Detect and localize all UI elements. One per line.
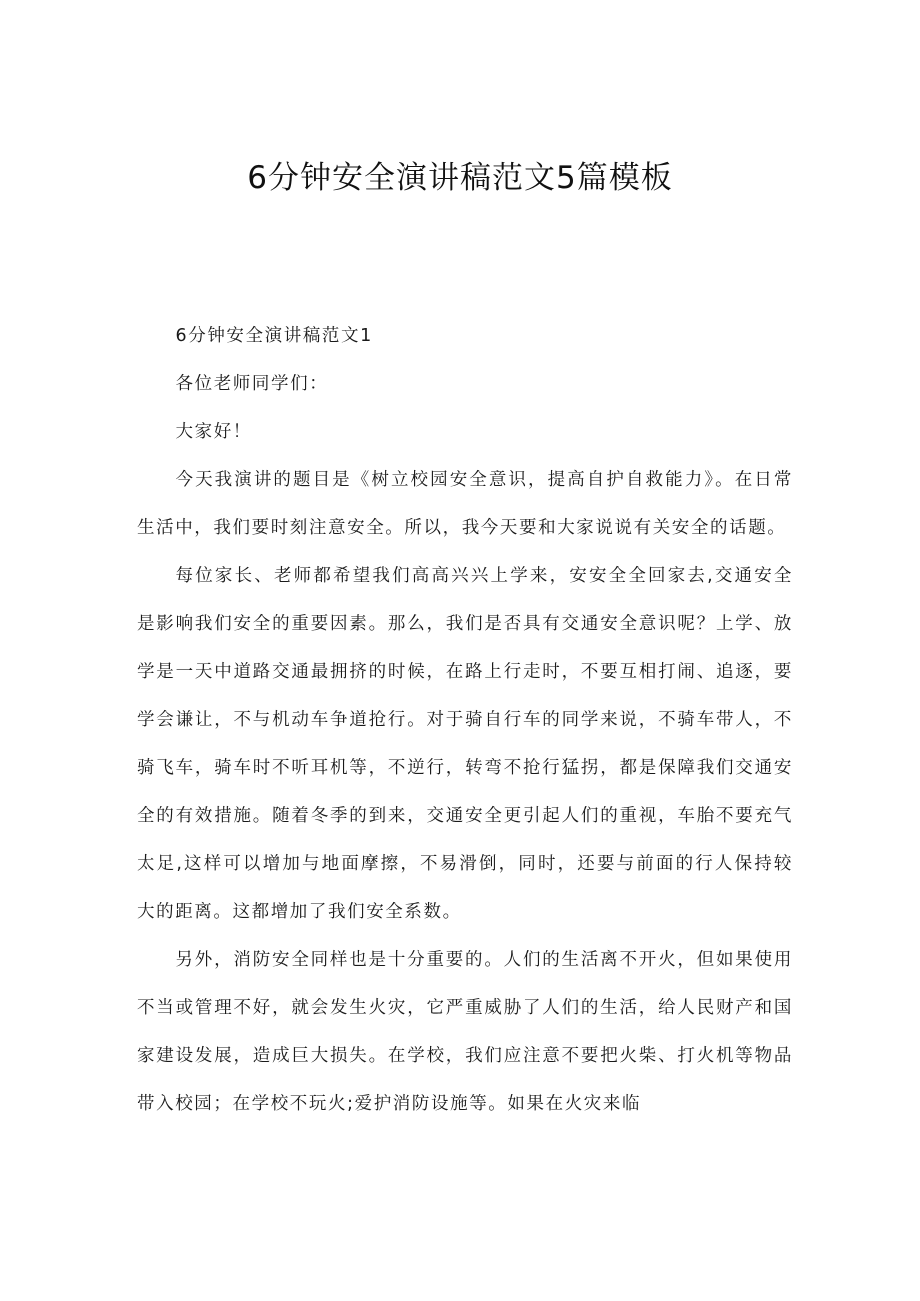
paragraph-fire-safety: 另外，消防安全同样也是十分重要的。人们的生活离不开火，但如果使用不当或管理不好，就会发生火灾，它严重威胁了人们的生活，给人民财产和国家建设发展，造成巨大损失。在学校，我们应注意不要把火柴、打火机等物品带入校园；在学校不玩火;爱护消防设施等。如果在火灾来临: [137, 950, 793, 1114]
document-title: 6分钟安全演讲稿范文5篇模板: [247, 160, 673, 196]
section-heading: 6分钟安全演讲稿范文1: [175, 326, 373, 346]
document-body: [137, 312, 793, 1128]
salutation: 各位老师同学们：: [175, 374, 329, 394]
greeting: 大家好！: [175, 422, 252, 442]
paragraph-topic: 今天我演讲的题目是《树立校园安全意识，提高自护自救能力》。在日常生活中，我们要时刻注意安全。所以，我今天要和大家说说有关安全的话题。: [137, 470, 793, 538]
paragraph-traffic-safety: 每位家长、老师都希望我们高高兴兴上学来，安安全全回家去,交通安全是影响我们安全的重要因素。那么，我们是否具有交通安全意识呢？上学、放学是一天中道路交通最拥挤的时候，在路上行走时，不要互相打闹、追逐，要学会谦让，不与机动车争道抢行。对于骑自行车的同学来说，不骑车带人，不骑飞车，骑车时不听耳机等，不逆行，转弯不抢行猛拐，都是保障我们交通安全的有效措施。随着冬季的到来，交通安全更引起人们的重视，车胎不要充气太足,这样可以增加与地面摩擦，不易滑倒，同时，还要与前面的行人保持较大的距离。这都增加了我们安全系数。: [137, 566, 793, 922]
